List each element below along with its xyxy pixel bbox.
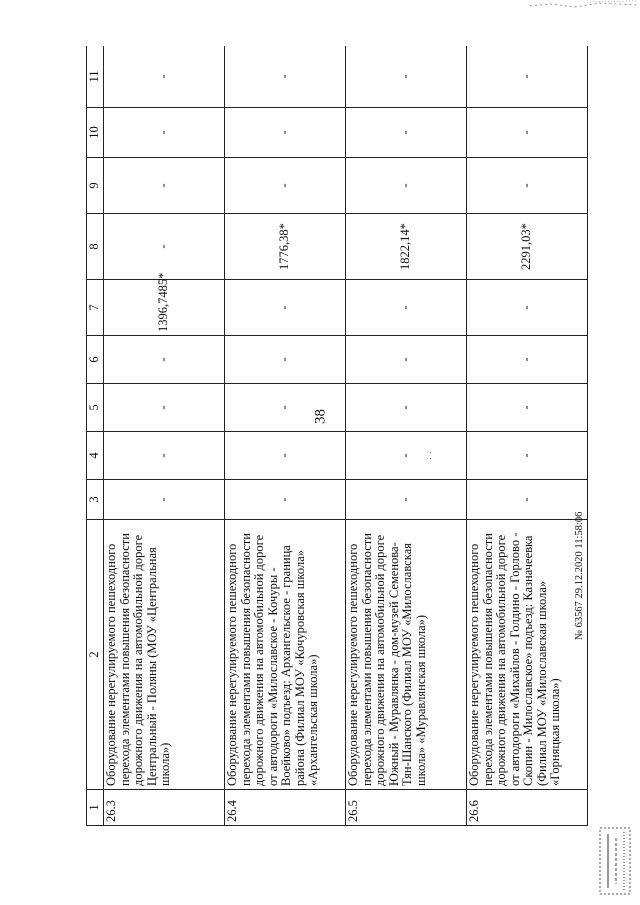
cell-c11: - — [346, 46, 467, 108]
col-header: 1 — [87, 790, 104, 826]
cell-c5: - — [225, 384, 346, 432]
col-header: 6 — [87, 336, 104, 384]
cell-c8: 1822,14* — [346, 214, 467, 280]
cell-c7: - — [467, 280, 588, 336]
cell-c6: - — [225, 336, 346, 384]
cell-c9: - — [104, 158, 225, 214]
cell-c10: - — [104, 108, 225, 158]
col-header: 2 — [87, 520, 104, 790]
cell-c3: - — [467, 480, 588, 520]
cell-c10: - — [467, 108, 588, 158]
cell-c7: - — [346, 280, 467, 336]
cell-c4: - — [225, 432, 346, 480]
cell-c8: 1776,38* — [225, 214, 346, 280]
cell-c4: - — [104, 432, 225, 480]
cell-c6: - — [467, 336, 588, 384]
cell-c5: - — [346, 384, 467, 432]
col-header: 10 — [87, 108, 104, 158]
table-row — [346, 46, 467, 826]
cell-c7: 1396,7485* — [104, 280, 225, 336]
col-header: 3 — [87, 480, 104, 520]
cell-c5: - — [104, 384, 225, 432]
table-area — [86, 46, 612, 826]
col-header: 5 — [87, 384, 104, 432]
registration-stamp-text: № 63567 29.12.2020 11:58:06 — [574, 511, 585, 640]
row-id: 26.3 — [104, 790, 225, 826]
cell-c7: - — [225, 280, 346, 336]
cell-c8: - — [104, 214, 225, 280]
data-table — [86, 46, 588, 826]
row-description: Оборудование нерегулируемого пешеходного перехода элементами повышения безопасности дорожного движения на автомобильной дороге от автодороги «Милославское - Кочуры - Воейково» подъезд: Архангельское - граница района (Филиал МОУ «Кочуровская школа» «Архангельская школа») — [225, 520, 346, 790]
row-id: 26.5 — [346, 790, 467, 826]
cell-c5: - — [467, 384, 588, 432]
cell-c4: - — [346, 432, 467, 480]
cell-c3: - — [225, 480, 346, 520]
col-header: 8 — [87, 214, 104, 280]
table-header-row — [87, 46, 104, 826]
cell-c3: - — [104, 480, 225, 520]
page-number: 38 — [312, 409, 329, 424]
cell-c9: - — [225, 158, 346, 214]
cell-c9: - — [467, 158, 588, 214]
table-row — [225, 46, 346, 826]
col-header: 9 — [87, 158, 104, 214]
col-header: 7 — [87, 280, 104, 336]
cell-c8: 2291,03* — [467, 214, 588, 280]
cell-c10: - — [346, 108, 467, 158]
scan-mark: ˙ ˙ — [429, 450, 441, 461]
cell-c11: - — [104, 46, 225, 108]
cell-c11: - — [225, 46, 346, 108]
cell-c6: - — [104, 336, 225, 384]
col-header: 4 — [87, 432, 104, 480]
row-id: 26.4 — [225, 790, 346, 826]
row-description: Оборудование нерегулируемого пешеходного перехода элементами повышения безопасности дорожного движения на автомобильной дороге Центральный - Поляны (МОУ «Центральная школа») — [104, 520, 225, 790]
row-description: Оборудование нерегулируемого пешеходного перехода элементами повышения безопасности дорожного движения на автомобильной дороге Южный - Муравлянка - дом-музей Семенова-Тян-Шанского (Филиал МОУ «Милославская школа» «Муравлянская школа») — [346, 520, 467, 790]
scan-edge-noise — [520, 0, 640, 14]
cell-c4: - — [467, 432, 588, 480]
row-description: Оборудование нерегулируемого пешеходного перехода элементами повышения безопасности дорожного движения на автомобильной дороге от автодороги «Михайлов - Голдино - Горлово - Скопин - Милославское» подъезд: Казначеевка (Филиал МОУ «Милославская школа» «Горняцкая школа») — [467, 520, 588, 790]
col-header: 11 — [87, 46, 104, 108]
table-row — [467, 46, 588, 826]
seal-stamp-icon — [596, 822, 636, 902]
cell-c3: - — [346, 480, 467, 520]
cell-c10: - — [225, 108, 346, 158]
table-row — [104, 46, 225, 826]
cell-c11: - — [467, 46, 588, 108]
cell-c6: - — [346, 336, 467, 384]
cell-c9: - — [346, 158, 467, 214]
row-id: 26.6 — [467, 790, 588, 826]
